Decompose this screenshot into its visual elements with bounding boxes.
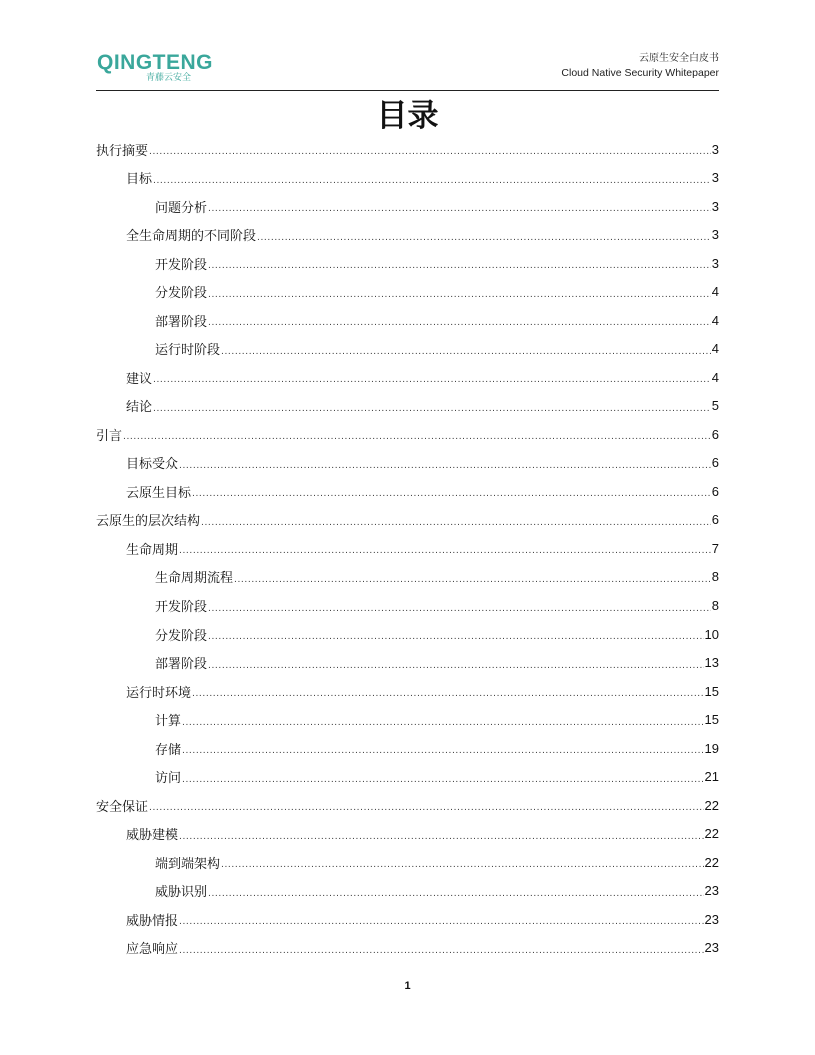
toc-dot-leader [179, 946, 704, 956]
toc-entry-page: 8 [711, 598, 719, 613]
toc-dot-leader [257, 233, 711, 243]
toc-entry-page: 3 [711, 141, 719, 157]
toc-entry-page: 3 [711, 198, 719, 214]
toc-entry-label: 目标受众 [126, 457, 179, 473]
toc-entry[interactable] [96, 848, 719, 877]
toc-entry-label: 引言 [96, 428, 123, 444]
toc-entry-label: 云原生的层次结构 [96, 514, 201, 530]
toc-entry-page: 6 [711, 483, 719, 499]
toc-entry[interactable] [96, 363, 719, 392]
toc-entry-page: 7 [711, 540, 719, 556]
toc-entry-page: 23 [704, 940, 719, 956]
toc-entry-page: 19 [704, 740, 719, 756]
toc-entry-page: 23 [704, 883, 719, 899]
toc-dot-leader [153, 375, 711, 385]
toc-entry-label: 部署阶段 [155, 314, 208, 330]
toc-entry-page: 4 [711, 369, 719, 385]
running-header [561, 52, 719, 80]
toc-entry-page: 22 [704, 797, 719, 813]
toc-entry[interactable] [96, 762, 719, 791]
toc-dot-leader [153, 176, 711, 186]
toc-entry[interactable] [96, 392, 719, 421]
toc-dot-leader [182, 775, 704, 785]
toc-entry[interactable] [96, 876, 719, 905]
toc-entry[interactable] [96, 420, 719, 449]
toc-entry-label: 生命周期流程 [155, 571, 234, 587]
toc-entry[interactable] [96, 164, 719, 193]
toc-entry-page: 21 [704, 769, 719, 785]
toc-dot-leader [221, 860, 704, 870]
toc-dot-leader [208, 290, 711, 300]
toc-entry-page: 3 [711, 170, 719, 186]
header-title-en: Cloud Native Security Whitepaper [561, 67, 719, 79]
toc-dot-leader [208, 632, 704, 642]
toc-entry-page: 4 [711, 312, 719, 328]
toc-entry[interactable] [96, 563, 719, 592]
table-of-contents [96, 135, 719, 962]
toc-dot-leader [192, 489, 711, 499]
toc-entry-label: 开发阶段 [155, 600, 208, 615]
toc-entry-label: 部署阶段 [155, 657, 208, 673]
toc-dot-leader [208, 261, 711, 271]
toc-entry[interactable] [96, 506, 719, 535]
toc-entry-label: 生命周期 [126, 542, 179, 558]
toc-dot-leader [208, 604, 711, 614]
toc-entry[interactable] [96, 734, 719, 763]
toc-dot-leader [208, 204, 711, 214]
toc-entry[interactable] [96, 819, 719, 848]
toc-dot-leader [201, 518, 711, 528]
toc-entry[interactable] [96, 677, 719, 706]
toc-entry-label: 存储 [155, 742, 182, 758]
toc-dot-leader [179, 917, 704, 927]
toc-entry-page: 3 [711, 227, 719, 243]
toc-entry-label: 分发阶段 [155, 628, 208, 644]
toc-dot-leader [179, 832, 704, 842]
toc-dot-leader [208, 318, 711, 328]
toc-entry-label: 全生命周期的不同阶段 [126, 229, 257, 245]
logo-subtitle: 青藤云安全 [146, 73, 192, 83]
toc-title: 目录 [376, 98, 439, 134]
toc-entry-page: 6 [711, 512, 719, 528]
toc-entry-page: 6 [711, 426, 719, 442]
toc-entry-label: 计算 [155, 714, 182, 730]
toc-entry-page: 5 [711, 398, 719, 414]
toc-entry-label: 执行摘要 [96, 143, 149, 159]
toc-entry[interactable] [96, 306, 719, 335]
toc-dot-leader [234, 575, 711, 585]
toc-entry[interactable] [96, 705, 719, 734]
toc-entry-page: 6 [711, 455, 719, 471]
toc-entry[interactable] [96, 335, 719, 364]
toc-entry[interactable] [96, 905, 719, 934]
toc-entry[interactable] [96, 648, 719, 677]
toc-entry-page: 15 [704, 683, 719, 699]
toc-entry-page: 10 [704, 626, 719, 642]
toc-entry-label: 云原生目标 [126, 485, 192, 501]
toc-entry[interactable] [96, 933, 719, 962]
toc-entry-label: 运行时阶段 [155, 343, 221, 359]
toc-entry-page: 22 [704, 826, 719, 842]
toc-entry-label: 应急响应 [126, 942, 179, 958]
toc-entry-label: 威胁识别 [155, 885, 208, 901]
toc-entry[interactable] [96, 221, 719, 250]
toc-entry-label: 访问 [155, 771, 182, 787]
toc-dot-leader [149, 803, 704, 813]
toc-entry[interactable] [96, 135, 719, 164]
toc-entry-label: 端到端架构 [155, 856, 221, 872]
toc-entry[interactable] [96, 591, 719, 620]
header-divider [96, 90, 719, 91]
toc-entry-page: 15 [704, 712, 719, 728]
toc-entry-page: 23 [704, 911, 719, 927]
toc-entry-page: 8 [711, 569, 719, 585]
toc-dot-leader [153, 404, 711, 414]
toc-entry-page: 3 [711, 255, 719, 271]
toc-entry[interactable] [96, 192, 719, 221]
toc-dot-leader [221, 347, 711, 357]
toc-entry-label: 威胁情报 [126, 913, 179, 929]
logo-wordmark: QINGTENG [97, 51, 214, 74]
company-logo [97, 52, 217, 86]
toc-entry[interactable] [96, 278, 719, 307]
toc-entry-label: 目标 [126, 172, 153, 188]
toc-dot-leader [192, 689, 704, 699]
toc-entry-page: 22 [704, 854, 719, 870]
toc-entry-label: 运行时环境 [126, 685, 192, 701]
toc-dot-leader [208, 889, 704, 899]
toc-entry-label: 问题分析 [155, 200, 208, 216]
toc-entry-label: 分发阶段 [155, 286, 208, 302]
toc-entry[interactable] [96, 249, 719, 278]
toc-dot-leader [182, 746, 704, 756]
toc-dot-leader [179, 546, 711, 556]
toc-entry-label: 安全保证 [96, 799, 149, 815]
toc-dot-leader [182, 718, 704, 728]
toc-entry[interactable] [96, 477, 719, 506]
toc-dot-leader [179, 461, 711, 471]
page-number: 1 [404, 980, 411, 992]
toc-dot-leader [208, 661, 704, 671]
header-title-cn: 云原生安全白皮书 [639, 53, 719, 64]
toc-entry-label: 结论 [126, 400, 153, 416]
toc-dot-leader [149, 147, 711, 157]
toc-entry-page: 13 [704, 655, 719, 671]
toc-entry[interactable] [96, 791, 719, 820]
toc-entry-page: 4 [711, 284, 719, 300]
toc-entry-label: 威胁建模 [126, 828, 179, 844]
toc-dot-leader [123, 432, 711, 442]
toc-entry[interactable] [96, 449, 719, 478]
toc-entry[interactable] [96, 620, 719, 649]
toc-entry-label: 开发阶段 [155, 257, 208, 273]
toc-entry[interactable] [96, 534, 719, 563]
toc-entry-page: 4 [711, 341, 719, 357]
toc-entry-label: 建议 [126, 371, 153, 387]
